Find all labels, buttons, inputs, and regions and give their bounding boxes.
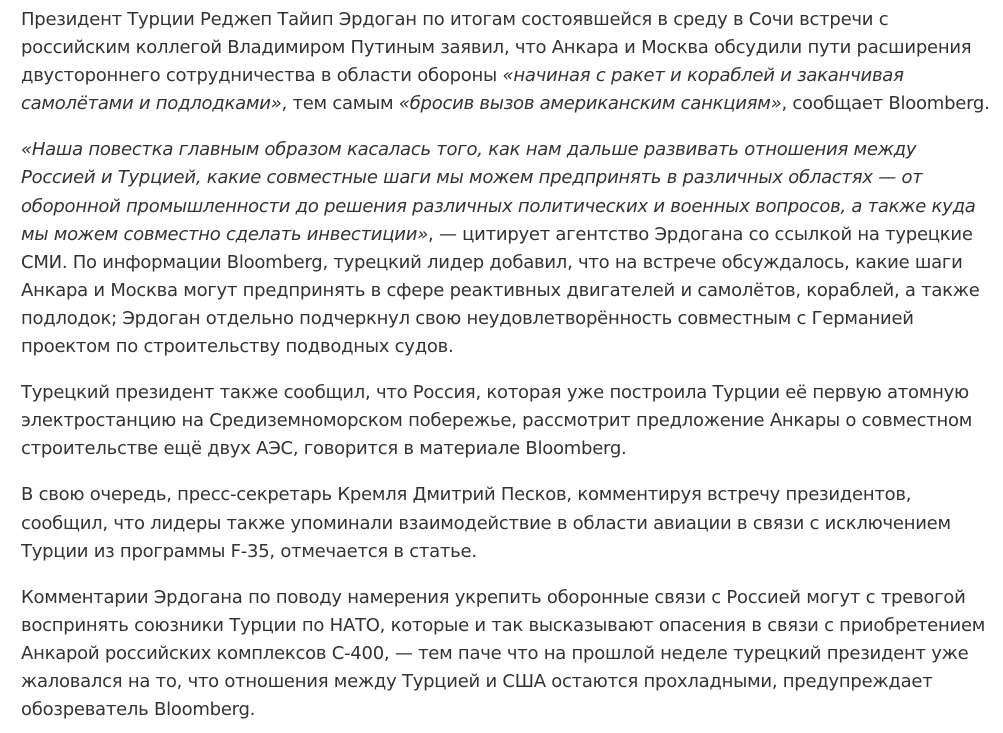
article-paragraph: [21, 379, 991, 463]
paragraph-text: Комментарии Эрдогана по поводу намерения укрепить оборонные связи с Россией могут с тревогой воспринять союзники Турции по НАТО, которые и так высказывают опасения в связи с приобретением Анкарой российских комплексов С-400, — тем паче что на прошлой неделе турецкий президент уже жаловался на то, что отношения между Турцией и США остаются прохладными, предупреждает обозреватель Bloomberg.: [21, 586, 986, 721]
quote-text: «начиная с ракет и кораблей и заканчивая самолётами и подлодками»: [21, 65, 904, 115]
paragraph-text: , — цитирует агентство Эрдогана со ссылкой на турецкие СМИ. По информации Bloomberg, турецкий лидер добавил, что на встрече обсуждалось, какие шаги Анкара и Москва могут предпринять в сфере реактивных двигателей и самолётов, кораблей, а также подлодок; Эрдоган отдельно подчеркнул свою неудовлетворённость совместным с Германией проектом по строительству подводных судов.: [21, 223, 980, 358]
article-paragraph: [21, 584, 991, 724]
article-paragraph: [21, 481, 991, 565]
quote-text: «бросив вызов американским санкциям»: [398, 93, 782, 115]
paragraph-text: , сообщает Bloomberg.: [781, 93, 990, 115]
quote-text: «Наша повестка главным образом касалась того, как нам дальше развивать отношения между Россией и Турцией, какие совместные шаги мы можем предпринять в различных областях — от оборонной промышленности до решения различных политических и военных вопросов, а также куда мы можем совместно сделать инвестиции»: [21, 139, 976, 245]
paragraph-text: В свою очередь, пресс-секретарь Кремля Дмитрий Песков, комментируя встречу президентов, сообщил, что лидеры также упоминали взаимодействие в области авиации в связи с исключением Турции из программы F-35, отмечается в статье.: [21, 484, 951, 562]
article-paragraph: [21, 6, 991, 118]
article-paragraph: [21, 136, 991, 361]
paragraph-text: Президент Турции Реджеп Тайип Эрдоган по итогам состоявшейся в среду в Сочи встречи с российским коллегой Владимиром Путиным заявил, что Анкара и Москва обсудили пути расширения двустороннего сотрудничества в области обороны: [21, 9, 972, 87]
paragraph-text: , тем самым: [281, 93, 399, 115]
paragraph-text: Турецкий президент также сообщил, что Россия, которая уже построила Турции её первую атомную электростанцию на Средиземноморском побережье, рассмотрит предложение Анкары о совместном строительстве ещё двух АЭС, говорится в материале Bloomberg.: [21, 382, 973, 460]
